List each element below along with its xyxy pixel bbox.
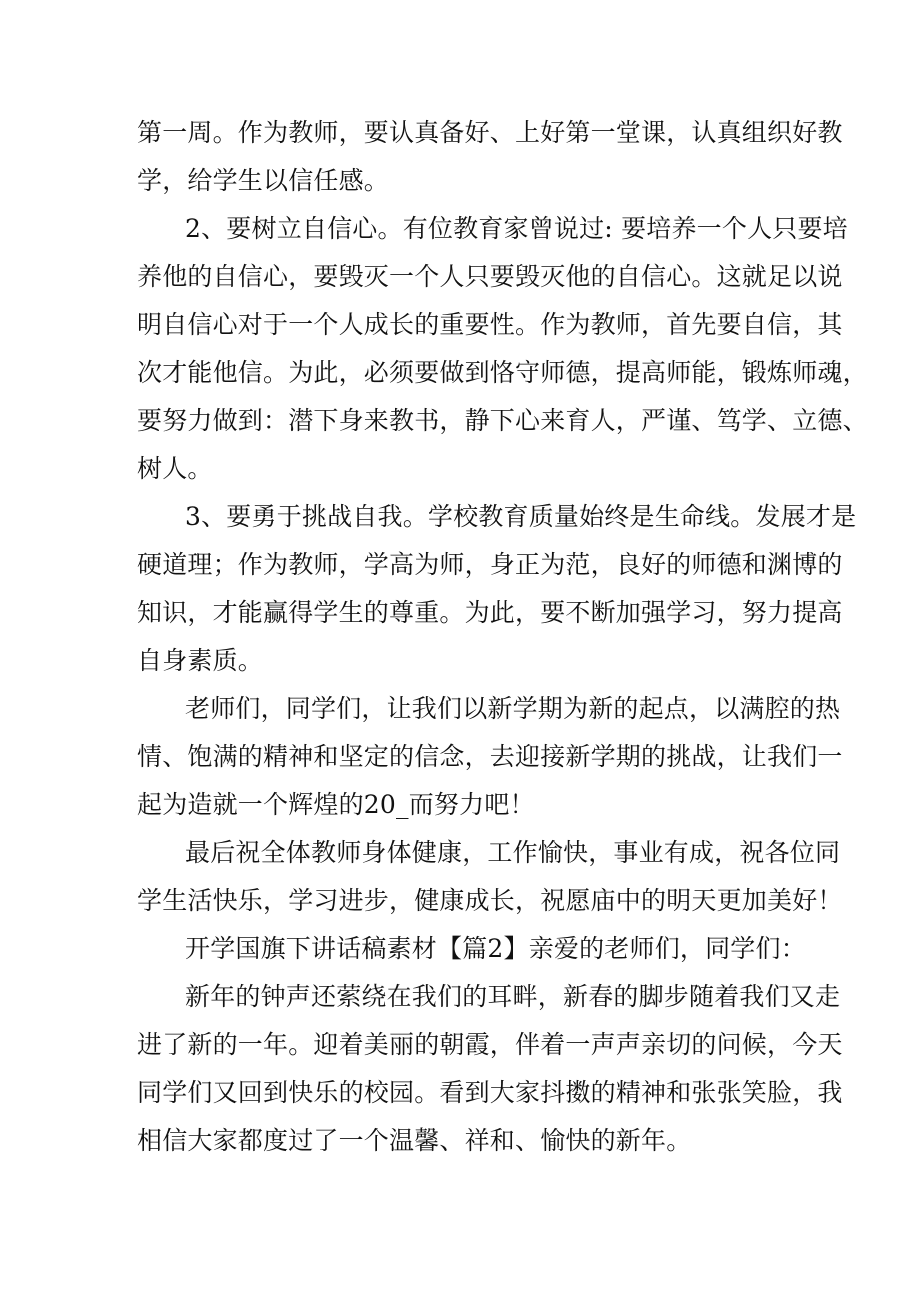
text-line: 自身素质。 [137, 646, 264, 675]
text-line: 养他的自信心，要毁灭一个人只要毁灭他的自信心。这就足以说 [137, 262, 843, 291]
text-line: 进了新的一年。迎着美丽的朝霞，伴着一声声亲切的问候，今天 [137, 1030, 843, 1059]
text-line: 2、要树立自信心。有位教育家曾说过: 要培养一个人只要培 [185, 214, 848, 243]
text-line: 新年的钟声还萦绕在我们的耳畔，新春的脚步随着我们又走 [185, 982, 841, 1011]
text-line: 同学们又回到快乐的校园。看到大家抖擞的精神和张张笑脸，我 [137, 1078, 843, 1107]
text-line: 硬道理；作为教师，学高为师，身正为范，良好的师德和渊博的 [137, 550, 843, 579]
text-line: 老师们，同学们，让我们以新学期为新的起点，以满腔的热 [185, 694, 841, 723]
text-line: 相信大家都度过了一个温馨、祥和、愉快的新年。 [137, 1126, 692, 1155]
text-line: 起为造就一个辉煌的20_而努力吧！ [137, 790, 535, 819]
text-line: 最后祝全体教师身体健康，工作愉快，事业有成，祝各位同 [185, 838, 841, 867]
text-line: 学生活快乐，学习进步，健康成长，祝愿庙中的明天更加美好！ [137, 886, 843, 915]
section-heading: 开学国旗下讲话稿素材【篇2】亲爱的老师们，同学们： [185, 934, 806, 963]
text-line: 次才能他信。为此，必须要做到恪守师德，提高师能，锻炼师魂， [137, 358, 868, 387]
text-line: 学，给学生以信任感。 [137, 166, 390, 195]
text-line: 知识，才能赢得学生的尊重。为此，要不断加强学习，努力提高 [137, 598, 843, 627]
text-line: 明自信心对于一个人成长的重要性。作为教师，首先要自信，其 [137, 310, 843, 339]
text-line: 3、要勇于挑战自我。学校教育质量始终是生命线。发展才是 [185, 502, 857, 531]
text-line: 树人。 [137, 454, 213, 483]
text-line: 情、饱满的精神和坚定的信念，去迎接新学期的挑战，让我们一 [137, 742, 843, 771]
text-line: 要努力做到：潜下身来教书，静下心来育人，严谨、笃学、立德、 [137, 406, 868, 435]
text-line: 第一周。作为教师，要认真备好、上好第一堂课，认真组织好教 [137, 118, 843, 147]
